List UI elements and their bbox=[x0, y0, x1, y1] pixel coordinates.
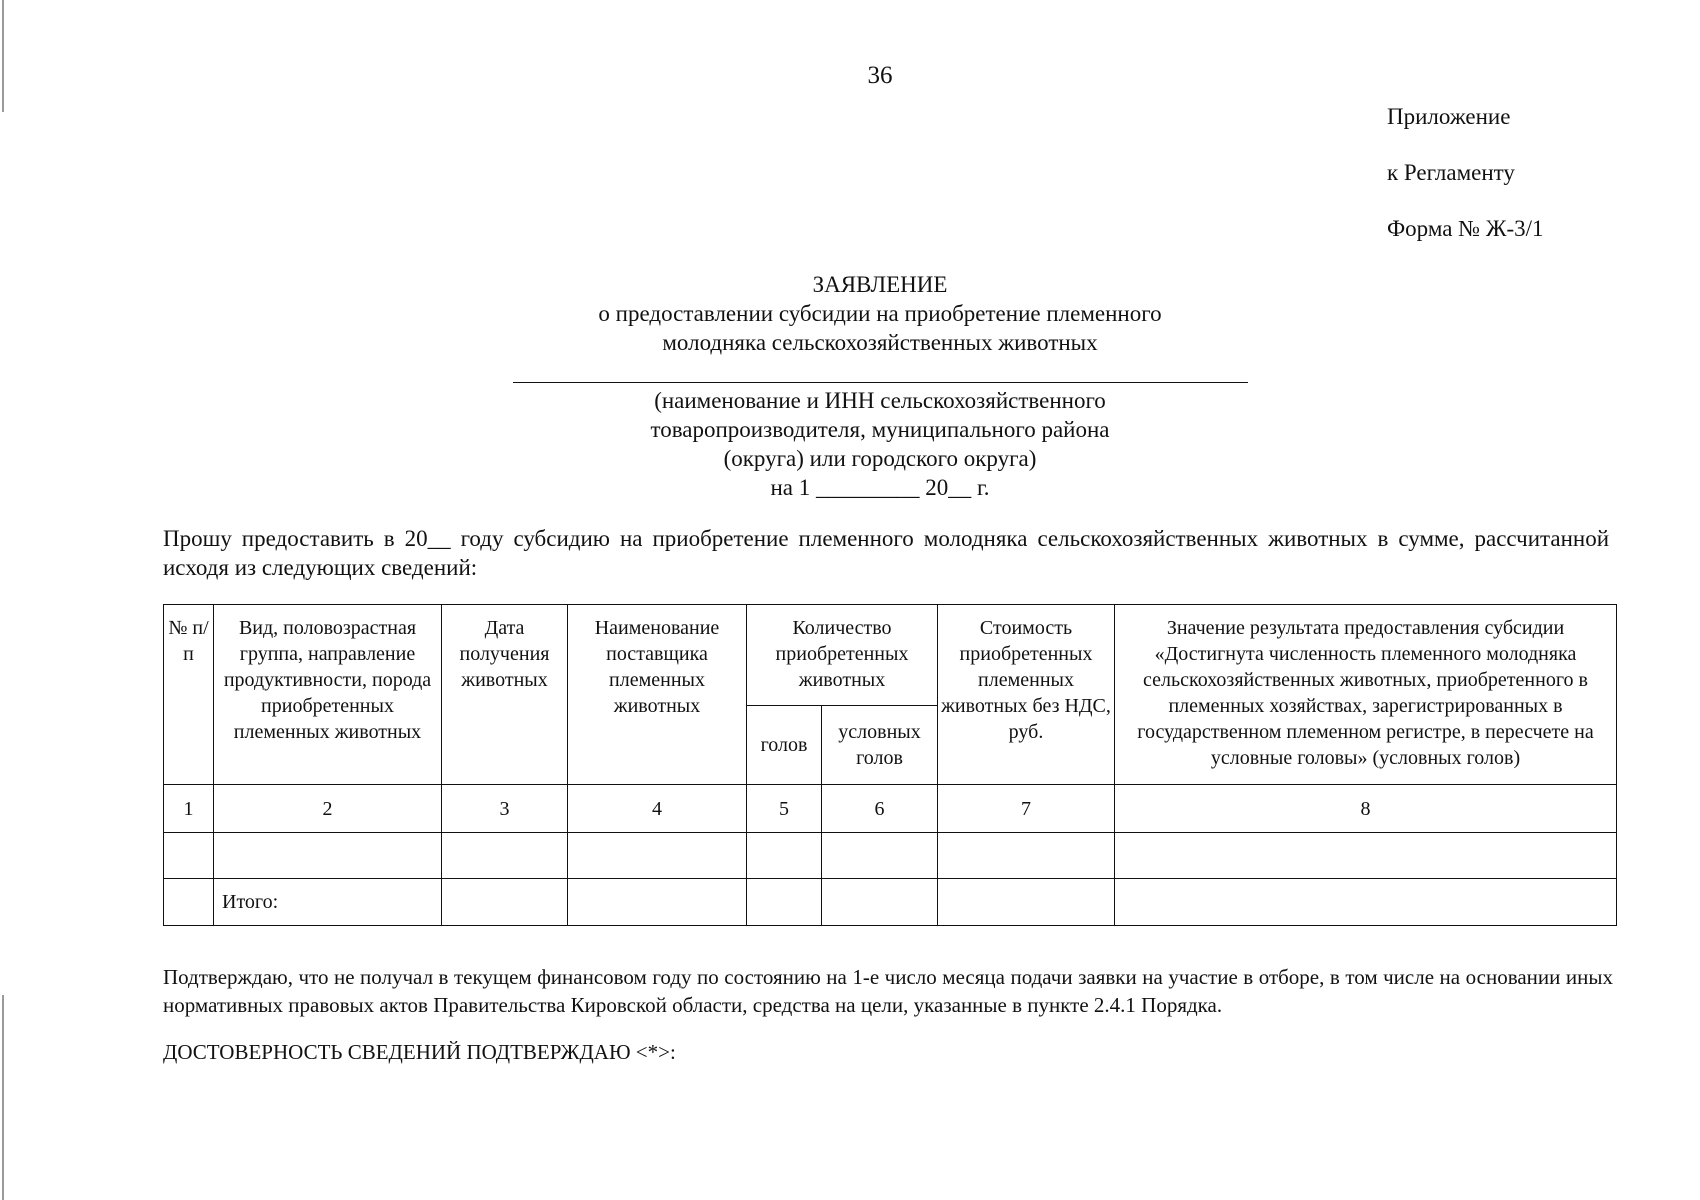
column-number: 2 bbox=[214, 785, 442, 833]
column-number: 3 bbox=[442, 785, 568, 833]
table-cell[interactable] bbox=[442, 833, 568, 879]
table-cell[interactable] bbox=[822, 879, 938, 926]
column-number: 4 bbox=[568, 785, 747, 833]
table-cell[interactable] bbox=[747, 833, 822, 879]
header-cost: Стоимость приобретенных племенных животных без НДС, руб. bbox=[938, 605, 1115, 785]
header-result-value: Значение результата предоставления субсидии «Достигнута численность племенного молодняка сельскохозяйственных животных, приобретенного в племенных хозяйствах, зарегистрированных в государственном племенном регистре, в пересчете на условные головы» (условных голов) bbox=[1115, 605, 1617, 785]
column-number: 5 bbox=[747, 785, 822, 833]
caption-line-3: (округа) или городского округа) bbox=[723, 446, 1037, 471]
column-number: 8 bbox=[1115, 785, 1617, 833]
title-line-3: молодняка сельскохозяйственных животных bbox=[662, 330, 1098, 355]
table-total-row bbox=[164, 879, 1617, 926]
table-cell[interactable] bbox=[747, 879, 822, 926]
request-paragraph: Прошу предоставить в 20__ году субсидию на приобретение племенного молодняка сельскохозяйственных животных в сумме, рассчитанной исходя из следующих сведений: bbox=[163, 526, 1609, 580]
applicant-caption bbox=[540, 386, 1220, 502]
caption-line-2: товаропроизводителя, муниципального района bbox=[650, 417, 1110, 442]
table-cell[interactable] bbox=[1115, 879, 1617, 926]
caption-line-1: (наименование и ИНН сельскохозяйственного bbox=[654, 388, 1106, 413]
subsidy-table bbox=[163, 604, 1617, 926]
column-number: 6 bbox=[822, 785, 938, 833]
reliability-statement: ДОСТОВЕРНОСТЬ СВЕДЕНИЙ ПОДТВЕРЖДАЮ <*>: bbox=[163, 1040, 676, 1064]
total-label: Итого: bbox=[214, 879, 442, 926]
title-heading: ЗАЯВЛЕНИЕ bbox=[812, 272, 948, 297]
appendix-reference: к Регламенту bbox=[1387, 160, 1515, 185]
table-data-row bbox=[164, 833, 1617, 879]
table-cell bbox=[164, 879, 214, 926]
table-cell[interactable] bbox=[938, 833, 1115, 879]
header-conditional-heads: условных голов bbox=[822, 706, 938, 785]
header-receipt-date: Дата получения животных bbox=[442, 605, 568, 785]
table-cell[interactable] bbox=[1115, 833, 1617, 879]
header-number: № п/п bbox=[164, 605, 214, 785]
header-supplier: Наименование поставщика племенных животных bbox=[568, 605, 747, 785]
header-heads: голов bbox=[747, 706, 822, 785]
appendix-label: Приложение bbox=[1387, 104, 1511, 129]
scan-edge-top bbox=[2, 0, 4, 112]
table-cell[interactable] bbox=[214, 833, 442, 879]
table-cell[interactable] bbox=[442, 879, 568, 926]
header-quantity-group: Количество приобретенных животных bbox=[747, 605, 938, 706]
page-number: 36 bbox=[867, 62, 893, 89]
confirmation-paragraph: Подтверждаю, что не получал в текущем финансовом году по состоянию на 1-е число месяца подачи заявки на участие в отборе, в том числе на основании иных нормативных правовых актов Правительства Кировской области, средства на цели, указанные в пункте 2.4.1 Порядка. bbox=[163, 965, 1613, 1017]
scan-edge-bottom bbox=[2, 995, 4, 1200]
document-title bbox=[500, 270, 1260, 357]
table-cell[interactable] bbox=[822, 833, 938, 879]
column-number-row bbox=[164, 785, 1617, 833]
date-line: на 1 _________ 20__ г. bbox=[770, 475, 990, 500]
header-animal-type: Вид, половозрастная группа, направление продуктивности, порода приобретенных племенных животных bbox=[214, 605, 442, 785]
column-number: 7 bbox=[938, 785, 1115, 833]
applicant-name-line bbox=[513, 382, 1248, 383]
table-cell[interactable] bbox=[164, 833, 214, 879]
table-cell[interactable] bbox=[568, 879, 747, 926]
table-cell[interactable] bbox=[568, 833, 747, 879]
title-line-2: о предоставлении субсидии на приобретение племенного bbox=[598, 301, 1162, 326]
table-cell[interactable] bbox=[938, 879, 1115, 926]
column-number: 1 bbox=[164, 785, 214, 833]
table-header-row bbox=[164, 605, 1617, 706]
form-number: Форма № Ж-3/1 bbox=[1387, 216, 1544, 241]
